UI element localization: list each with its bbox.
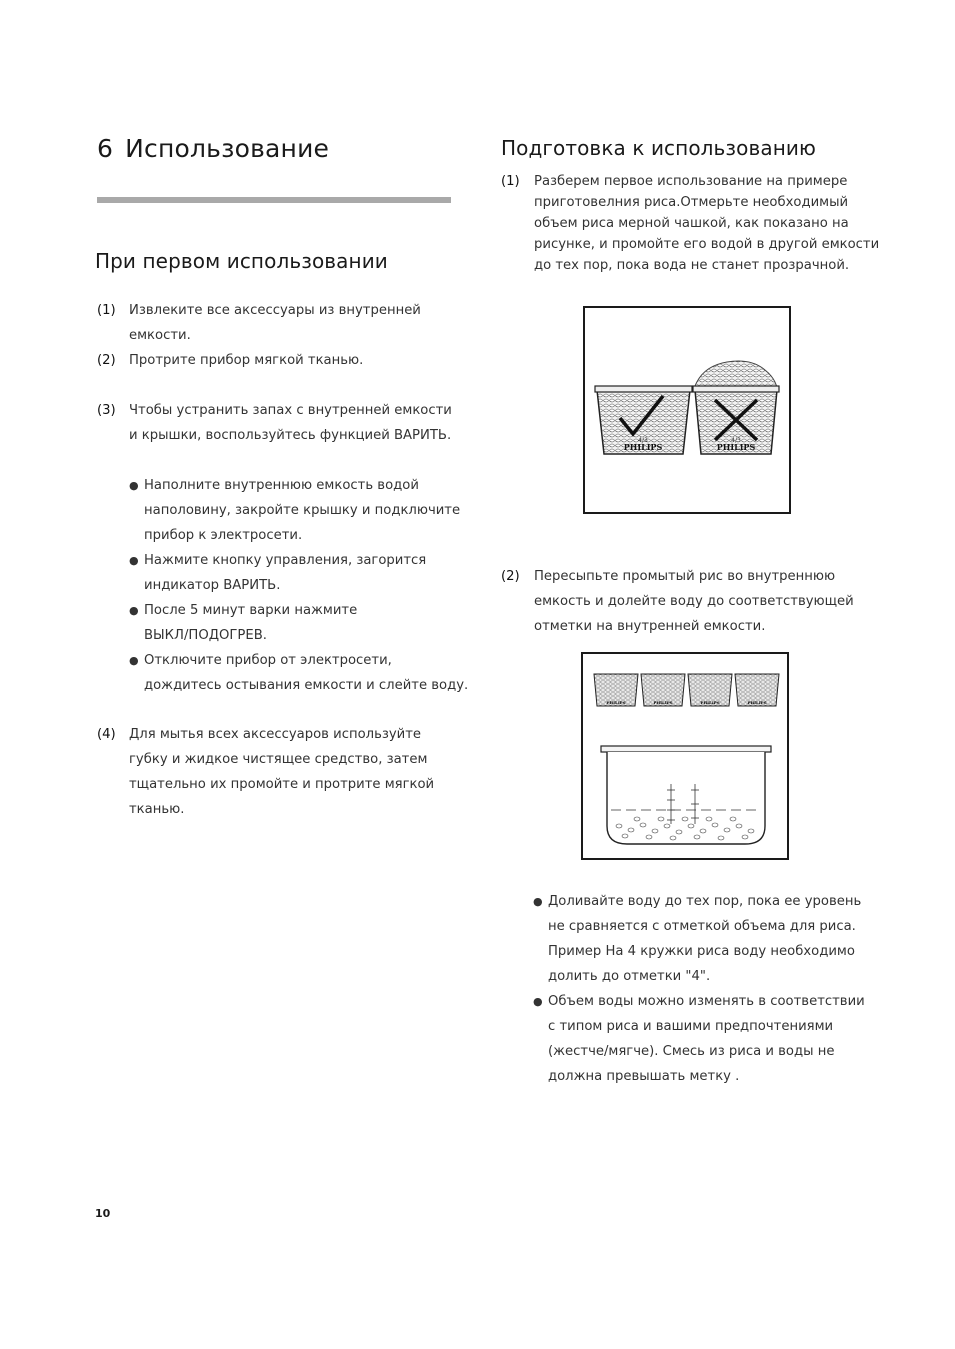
bullet-line: Объем воды можно изменять в соответствии (548, 994, 865, 1009)
first-use-step-1 (97, 298, 467, 343)
first-use-bullet-1 (129, 473, 469, 548)
step-text-line: рисунке, и промойте его водой в другой емкости (534, 237, 880, 252)
bullet-line: Нажмите кнопку управления, загорится (144, 553, 427, 568)
first-use-step-3 (97, 398, 467, 448)
chapter-heading (97, 134, 329, 163)
bullet-icon: ● (129, 654, 139, 667)
cup-overfilled (693, 361, 779, 454)
cup-brand-label: PHILIPS (606, 700, 626, 705)
bullet-line: Наполните внутреннюю емкость водой (144, 478, 419, 493)
bullet-line: индикатор ВАРИТЬ. (144, 578, 281, 593)
chapter-divider (97, 197, 451, 203)
step-text: Извлеките все аксессуары из внутренней емкости. (129, 303, 421, 343)
step-number: (4) (97, 727, 116, 742)
step-text-line: губку и жидкое чистящее средство, затем (129, 752, 428, 767)
bullet-line: с типом риса и вашими предпочтениями (548, 1019, 834, 1034)
step-text-line: емкость и долейте воду до соответствующей (534, 594, 854, 609)
step-text-line: и крышки, воспользуйтесь функцией ВАРИТЬ. (129, 428, 452, 443)
measuring-cup-illustration (585, 308, 789, 512)
measuring-cup-figure (583, 306, 791, 514)
preparation-title: Подготовка к использованию (501, 136, 816, 160)
step-text-line: тщательно их промойте и протрите мягкой (129, 777, 435, 792)
bullet-line: дождитесь остывания емкости и слейте воду. (144, 678, 469, 693)
preparation-bullet-1 (533, 889, 893, 989)
bullet-icon: ● (129, 554, 139, 567)
preparation-bullet-2 (533, 989, 893, 1089)
first-use-bullet-4 (129, 648, 469, 698)
bullet-icon: ● (129, 604, 139, 617)
bullet-icon: ● (533, 895, 543, 908)
cup-mark-label: 4/3 (638, 437, 648, 444)
bullet-line: Доливайте воду до тех пор, пока ее уровень (548, 894, 862, 909)
bullet-line: долить до отметки "4". (548, 969, 711, 984)
first-use-bullet-3 (129, 598, 469, 648)
step-number: (2) (501, 569, 520, 584)
step-number: (1) (501, 174, 520, 189)
step-number: (1) (97, 303, 116, 318)
preparation-step-1 (501, 171, 891, 276)
step-text-line: Пересыпьте промытый рис во внутреннюю (534, 569, 836, 584)
cup-brand-label: PHILIPS (716, 442, 756, 452)
step-number: (2) (97, 353, 116, 368)
cup-row (594, 674, 779, 706)
chapter-title: Использование (125, 134, 330, 163)
cup-correct (595, 386, 692, 454)
bullet-line: прибор к электросети. (144, 528, 303, 543)
bullet-icon: ● (533, 995, 543, 1008)
chapter-number: 6 (97, 134, 114, 163)
preparation-step-2 (501, 564, 901, 639)
inner-pot (601, 746, 771, 844)
page-number: 10 (95, 1207, 111, 1220)
cup-brand-label: PHILIPS (623, 442, 663, 452)
inner-pot-figure (581, 652, 789, 860)
cup-mark-label: 4/3 (731, 437, 741, 444)
bullet-line: После 5 минут варки нажмите (144, 603, 358, 618)
cup-brand-label: PHILIPS (653, 700, 673, 705)
first-use-title: При первом использовании (95, 249, 388, 273)
inner-pot-illustration (583, 654, 787, 858)
bullet-line: ВЫКЛ/ПОДОГРЕВ. (144, 628, 267, 643)
cup-brand-label: PHILIPS (747, 700, 767, 705)
step-text-line: до тех пор, пока вода не станет прозрачной. (534, 258, 850, 273)
step-text-line: отметки на внутренней емкости. (534, 619, 766, 634)
cup-brand-label: PHILIPS (700, 700, 720, 705)
step-text-line: Разберем первое использование на примере (534, 174, 848, 189)
step-text-line: Чтобы устранить запах с внутренней емкости (129, 403, 452, 418)
step-text-line: приготовелния риса.Отмерьте необходимый (534, 195, 849, 210)
bullet-line: Отключите прибор от электросети, (144, 653, 392, 668)
step-text-line: тканью. (129, 802, 185, 817)
bullet-line: должна превышать метку . (548, 1069, 740, 1084)
first-use-bullet-2 (129, 548, 469, 598)
step-text-line: Для мытья всех аксессуаров используйте (129, 727, 422, 742)
step-number: (3) (97, 403, 116, 418)
bullet-line: (жестче/мягче). Смесь из риса и воды не (548, 1044, 835, 1059)
step-text-line: объем риса мерной чашкой, как показано на (534, 216, 849, 231)
first-use-step-4 (97, 722, 467, 822)
bullet-icon: ● (129, 479, 139, 492)
bullet-line: наполовину, закройте крышку и подключите (144, 503, 461, 518)
first-use-step-2 (97, 348, 467, 373)
bullet-line: не сравняется с отметкой объема для риса. (548, 919, 856, 934)
bullet-line: Пример На 4 кружки риса воду необходимо (548, 944, 855, 959)
step-text: Протрите прибор мягкой тканью. (129, 353, 364, 368)
